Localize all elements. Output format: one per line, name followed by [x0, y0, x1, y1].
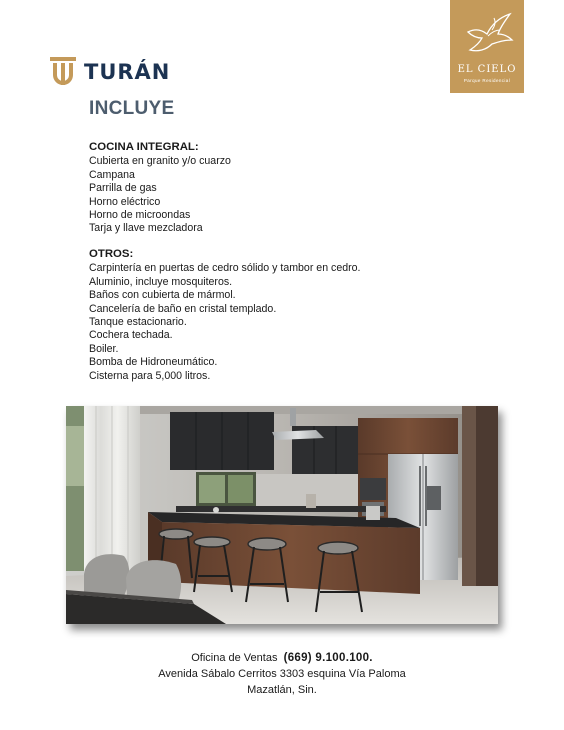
list-item: Carpintería en puertas de cedro sólido y tambor en cedro.	[89, 262, 361, 275]
phone-number[interactable]: (669) 9.100.100.	[283, 652, 373, 664]
badge-subtitle: Parque Residencial	[463, 78, 511, 83]
sales-office-line	[0, 652, 564, 664]
office-label: Oficina de Ventas	[191, 652, 278, 664]
turan-logo	[50, 57, 170, 87]
list-item: Parrilla de gas	[89, 182, 157, 195]
address-line: Avenida Sábalo Cerritos 3303 esquina Vía Paloma	[158, 668, 406, 680]
turan-logo-icon	[50, 57, 76, 87]
otros-section	[89, 248, 360, 383]
cocina-title: COCINA INTEGRAL:	[89, 141, 199, 153]
list-item: Horno de microondas	[89, 209, 191, 222]
kitchen-photo	[66, 406, 498, 624]
list-item: Horno eléctrico	[89, 195, 161, 208]
otros-list	[89, 262, 360, 383]
city-line: Mazatlán, Sin.	[247, 684, 317, 696]
list-item: Cubierta en granito y/o cuarzo	[89, 155, 231, 168]
el-cielo-badge	[450, 0, 524, 93]
page-title: INCLUYE	[89, 98, 175, 119]
list-item: Cancelería de baño en cristal templado.	[89, 302, 277, 315]
list-item: Boiler.	[89, 342, 119, 355]
list-item: Baños con cubierta de mármol.	[89, 289, 236, 302]
list-item: Tarja y llave mezcladora	[89, 222, 203, 235]
list-item: Cisterna para 5,000 litros.	[89, 369, 211, 382]
cocina-section	[89, 141, 231, 236]
list-item: Campana	[89, 168, 135, 181]
list-item: Tanque estacionario.	[89, 316, 187, 329]
otros-title: OTROS:	[89, 248, 134, 260]
list-item: Cochera techada.	[89, 329, 173, 342]
page-header	[0, 0, 564, 120]
list-item: Aluminio, incluye mosquiteros.	[89, 275, 233, 288]
badge-name: EL CIELO	[457, 64, 517, 75]
kitchen-illustration	[66, 406, 498, 624]
list-item: Bomba de Hidroneumático.	[89, 356, 218, 369]
brand-name: TURÁN	[84, 60, 171, 84]
cocina-list	[89, 155, 231, 235]
dove-icon	[458, 10, 516, 58]
